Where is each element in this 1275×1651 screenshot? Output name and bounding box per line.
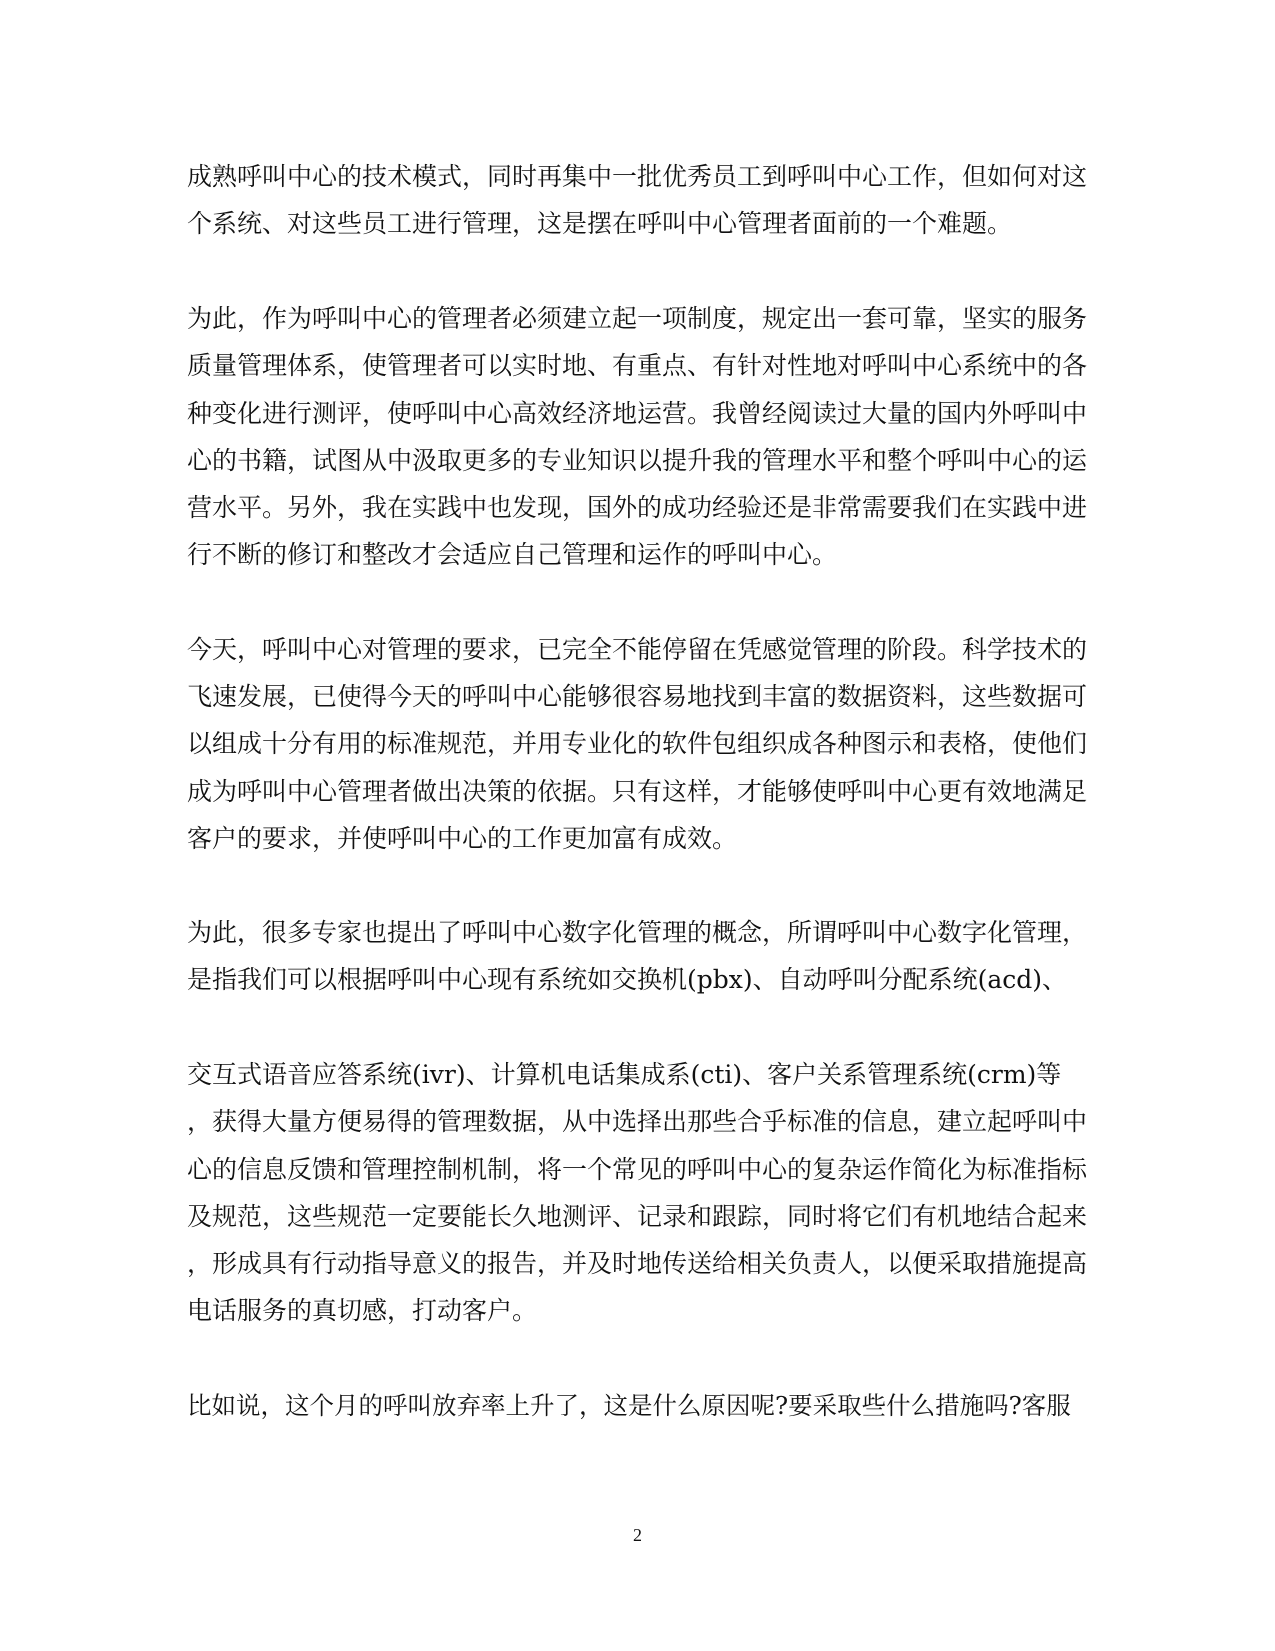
paragraph-5-line-3: 心的信息反馈和管理控制机制，将一个常见的呼叫中心的复杂运作简化为标准指标 <box>187 1155 1088 1184</box>
page-number: 2 <box>633 1525 642 1545</box>
paragraph-3-line-3: 以组成十分有用的标准规范，并用专业化的软件包组织成各种图示和表格，使他们 <box>187 729 1088 758</box>
paragraph-6-line-1: 比如说，这个月的呼叫放弃率上升了，这是什么原因呢?要采取些什么措施吗?客服 <box>187 1391 1071 1420</box>
paragraph-2-line-6: 行不断的修订和整改才会适应自己管理和运作的呼叫中心。 <box>187 540 838 569</box>
paragraph-1-line-1: 成熟呼叫中心的技术模式，同时再集中一批优秀员工到呼叫中心工作，但如何对这 <box>187 162 1088 191</box>
paragraph-3-line-2: 飞速发展，已使得今天的呼叫中心能够很容易地找到丰富的数据资料，这些数据可 <box>187 682 1088 711</box>
paragraph-3-line-4: 成为呼叫中心管理者做出决策的依据。只有这样，才能够使呼叫中心更有效地满足 <box>187 777 1088 806</box>
paragraph-4-line-2: 是指我们可以根据呼叫中心现有系统如交换机(pbx)、自动呼叫分配系统(acd)、 <box>187 965 1068 994</box>
paragraph-5-line-1: 交互式语音应答系统(ivr)、计算机电话集成系(cti)、客户关系管理系统(crm)等 <box>187 1060 1062 1089</box>
paragraph-3-line-1: 今天，呼叫中心对管理的要求，已完全不能停留在凭感觉管理的阶段。科学技术的 <box>187 635 1088 664</box>
paragraph-2-line-4: 心的书籍，试图从中汲取更多的专业知识以提升我的管理水平和整个呼叫中心的运 <box>187 446 1088 475</box>
paragraph-5-line-4: 及规范，这些规范一定要能长久地测评、记录和跟踪，同时将它们有机地结合起来 <box>187 1202 1088 1231</box>
paragraph-2-line-1: 为此，作为呼叫中心的管理者必须建立起一项制度，规定出一套可靠，坚实的服务 <box>187 304 1088 333</box>
paragraph-5-line-6: 电话服务的真切感，打动客户。 <box>187 1296 538 1325</box>
paragraph-5-line-5: ，形成具有行动指导意义的报告，并及时地传送给相关负责人，以便采取措施提高 <box>187 1249 1088 1278</box>
paragraph-2-line-3: 种变化进行测评，使呼叫中心高效经济地运营。我曾经阅读过大量的国内外呼叫中 <box>187 399 1088 428</box>
paragraph-3-line-5: 客户的要求，并使呼叫中心的工作更加富有成效。 <box>187 824 738 853</box>
paragraph-2-line-5: 营水平。另外，我在实践中也发现，国外的成功经验还是非常需要我们在实践中进 <box>187 493 1088 522</box>
paragraph-5-line-2: ，获得大量方便易得的管理数据，从中选择出那些合乎标准的信息，建立起呼叫中 <box>187 1107 1088 1136</box>
paragraph-1-line-2: 个系统、对这些员工进行管理，这是摆在呼叫中心管理者面前的一个难题。 <box>187 209 1013 238</box>
paragraph-4-line-1: 为此，很多专家也提出了呼叫中心数字化管理的概念，所谓呼叫中心数字化管理， <box>187 918 1088 947</box>
paragraph-2-line-2: 质量管理体系，使管理者可以实时地、有重点、有针对性地对呼叫中心系统中的各 <box>187 351 1088 380</box>
